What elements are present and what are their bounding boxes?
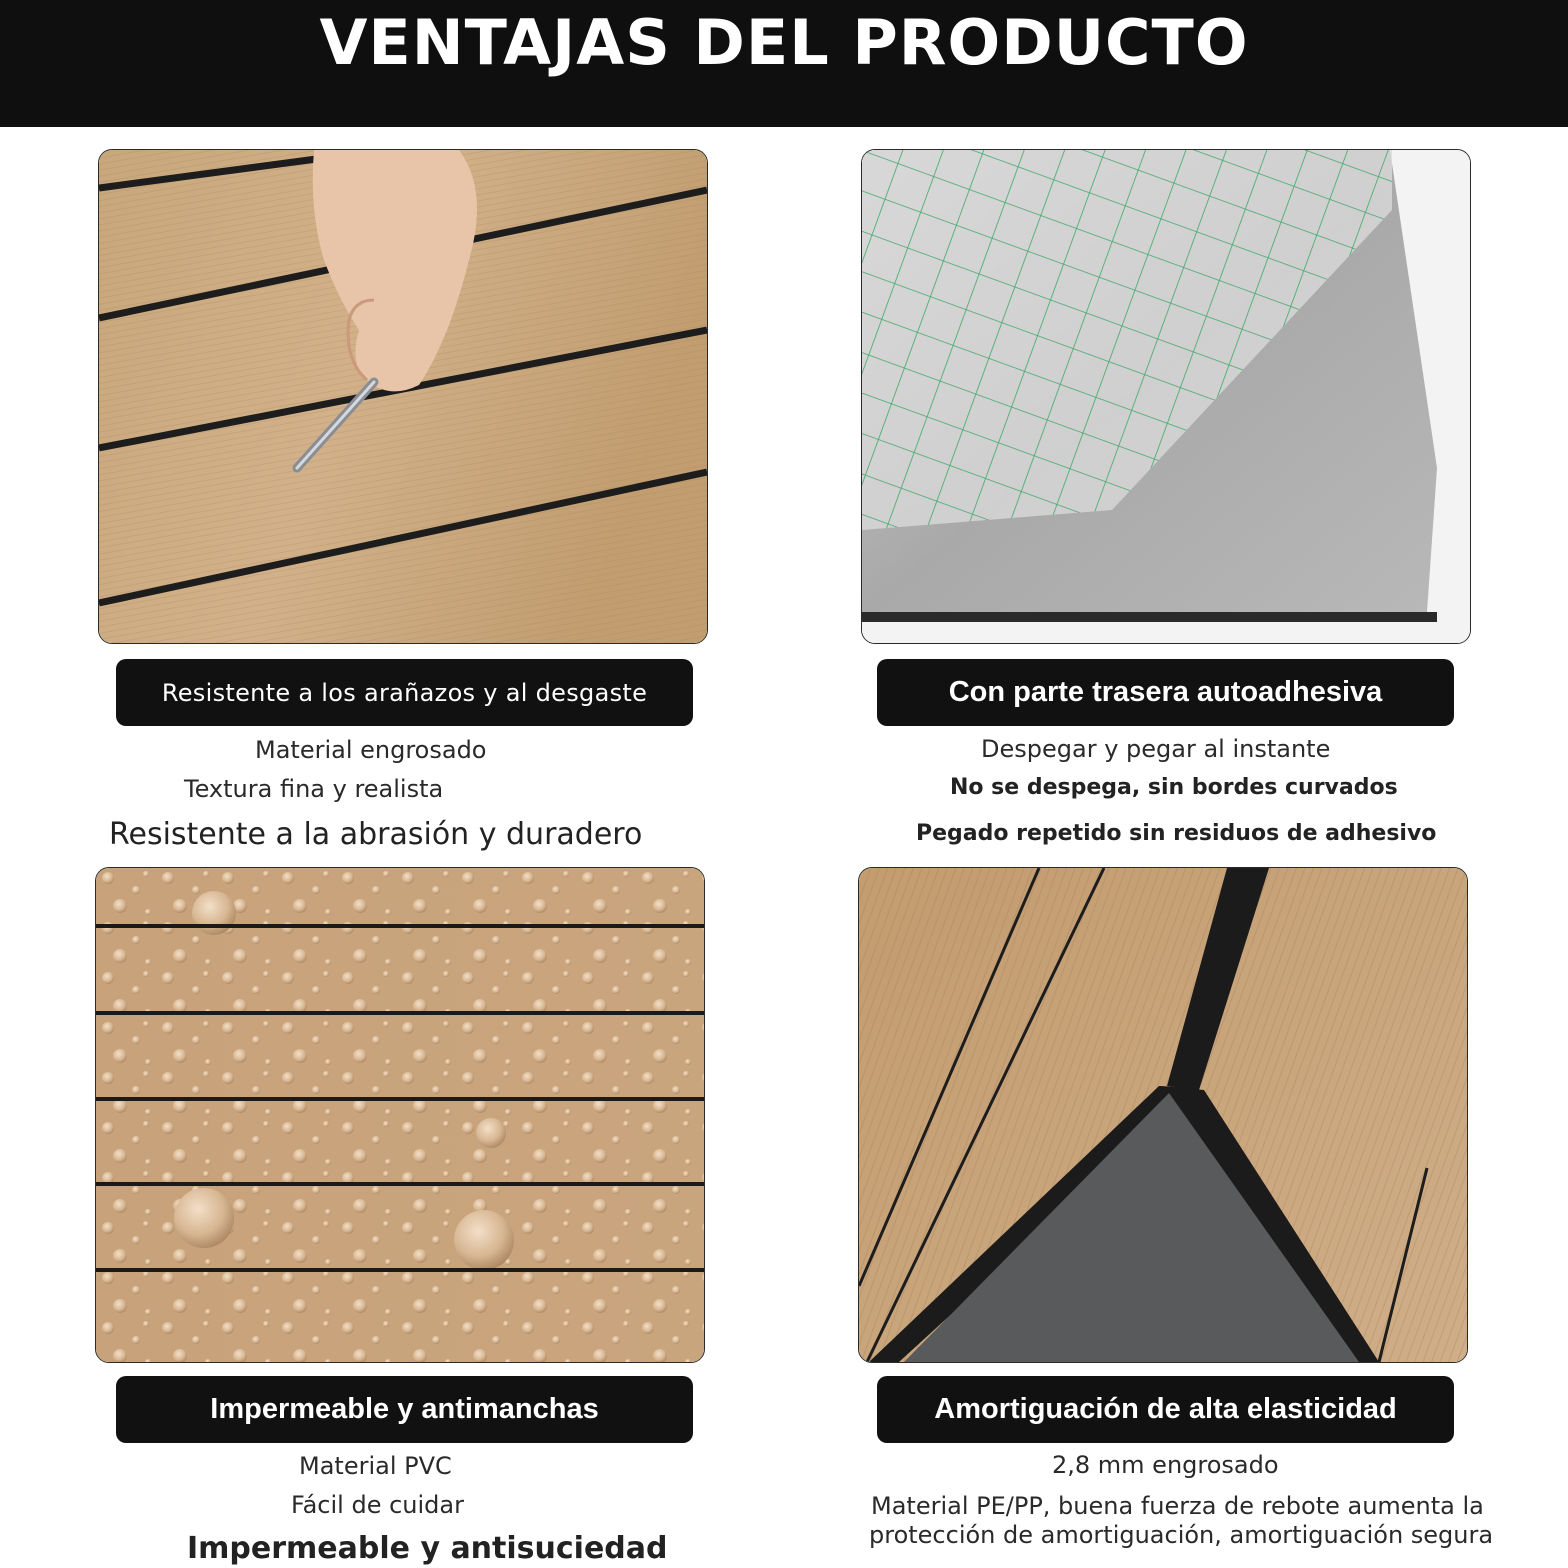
feature-label-adhesive: Con parte trasera autoadhesiva (877, 659, 1454, 726)
page-header (0, 0, 1568, 127)
cushion-layer-image (858, 867, 1468, 1363)
feature-line: No se despega, sin bordes curvados (950, 775, 1398, 800)
feature-line: Impermeable y antisuciedad (187, 1531, 668, 1566)
feature-label-cushion: Amortiguación de alta elasticidad (877, 1376, 1454, 1443)
feature-line: Pegado repetido sin residuos de adhesivo (916, 821, 1437, 846)
feature-line: Material PE/PP, buena fuerza de rebote aumenta la (871, 1492, 1484, 1520)
feature-line: Material engrosado (255, 736, 487, 764)
feature-line: Despegar y pegar al instante (981, 735, 1331, 763)
feature-label-scratch: Resistente a los arañazos y al desgaste (116, 659, 693, 726)
feature-line: Resistente a la abrasión y duradero (109, 817, 643, 852)
scratch-test-image (98, 149, 708, 644)
feature-line: 2,8 mm engrosado (1052, 1451, 1279, 1479)
feature-label-waterproof: Impermeable y antimanchas (116, 1376, 693, 1443)
feature-line: Textura fina y realista (184, 775, 444, 803)
page-title: VENTAJAS DEL PRODUCTO (319, 6, 1249, 79)
waterproof-image (95, 867, 705, 1363)
feature-line: protección de amortiguación, amortiguación segura (869, 1521, 1494, 1549)
feature-line: Material PVC (299, 1452, 452, 1480)
adhesive-backing-image (861, 149, 1471, 644)
feature-line: Fácil de cuidar (291, 1491, 464, 1519)
